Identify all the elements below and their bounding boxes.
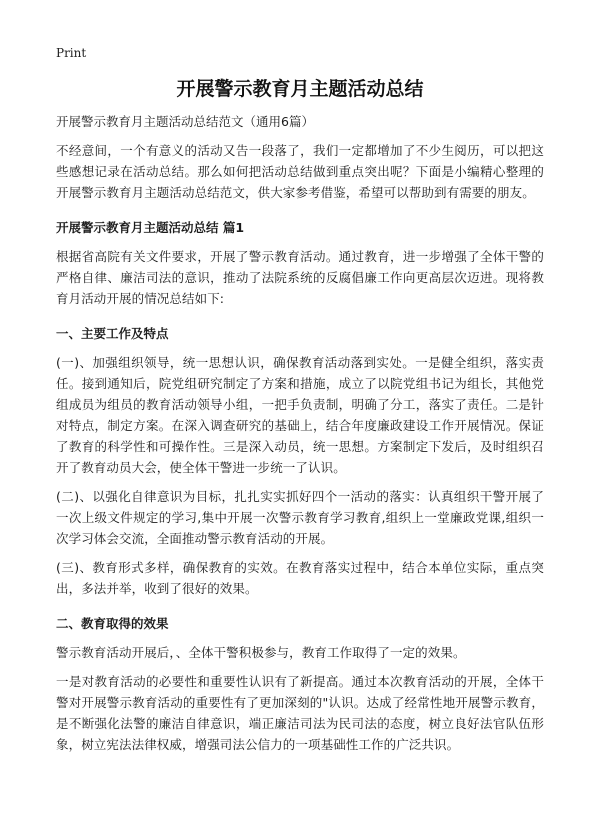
intro-paragraph: 不经意间，一个有意义的活动又告一段落了，我们一定都增加了不少生阅历，可以把这些感想记录在活动总结。那么如何把活动总结做到重点突出呢？下面是小编精心整理的开展警示教育月主题活动总结范文，供大家参考借鉴，希望可以帮助到有需要的朋友。: [56, 143, 544, 200]
article-heading: 开展警示教育月主题活动总结 篇1: [56, 220, 245, 235]
section-heading-main-work: 一、主要工作及特点: [56, 326, 169, 341]
section-heading-results: 二、教育取得的效果: [56, 616, 169, 631]
document-subtitle: 开展警示教育月主题活动总结范文（通用6篇）: [56, 114, 314, 129]
section2-paragraph-2: 一是对教育活动的必要性和重要性认识有了新提高。通过本次教育活动的开展，全体干警对开展警示教育活动的重要性有了更加深刻的"认识。达成了经常性地开展警示教育，是不断强化法警的廉洁自律意识，端正廉洁司法为民司法的态度，树立良好法官队伍形象，树立宪法法律权威，增强司法公信力的一项基础性工作的广泛共识。: [56, 674, 544, 752]
article-intro-paragraph: 根据省高院有关文件要求，开展了警示教育活动。通过教育，进一步增强了全体干警的严格自律、廉洁司法的意识，推动了法院系统的反腐倡廉工作向更高层次迈进。现将教育月活动开展的情况总结如下:: [56, 249, 544, 306]
section2-paragraph-1: 警示教育活动开展后，、全体干警积极参与，教育工作取得了一定的效果。: [56, 645, 466, 660]
page-title: 开展警示教育月主题活动总结: [176, 78, 424, 100]
section1-paragraph-2: (二)、以强化自律意识为目标，扎扎实实抓好四个一活动的落实：认真组织干警开展了一次上级文件规定的学习,集中开展一次警示教育学习教育,组织上一堂廉政党课,组织一次学习体会交流，全面推动警示教育活动的开展。: [56, 489, 544, 546]
section1-paragraph-1: (一)、加强组织领导，统一思想认识，确保教育活动落到实处。一是健全组织，落实责任。接到通知后，院党组研究制定了方案和措施，成立了以院党组书记为组长，其他党组成员为组员的教育活动领导小组，一把手负责制，明确了分工，落实了责任。二是针对特点，制定方案。在深入调查研究的基础上，结合年度廉政建设工作开展情况。保证了教育的科学性和可操作性。三是深入动员，统一思想。方案制定下发后，及时组织召开了教育动员大会，使全体干警进一步统一了认识。: [56, 355, 544, 475]
print-link[interactable]: Print: [56, 46, 87, 60]
section1-paragraph-3: (三)、教育形式多样，确保教育的实效。在教育落实过程中，结合本单位实际，重点突出，多法并举，收到了很好的效果。: [56, 560, 544, 596]
